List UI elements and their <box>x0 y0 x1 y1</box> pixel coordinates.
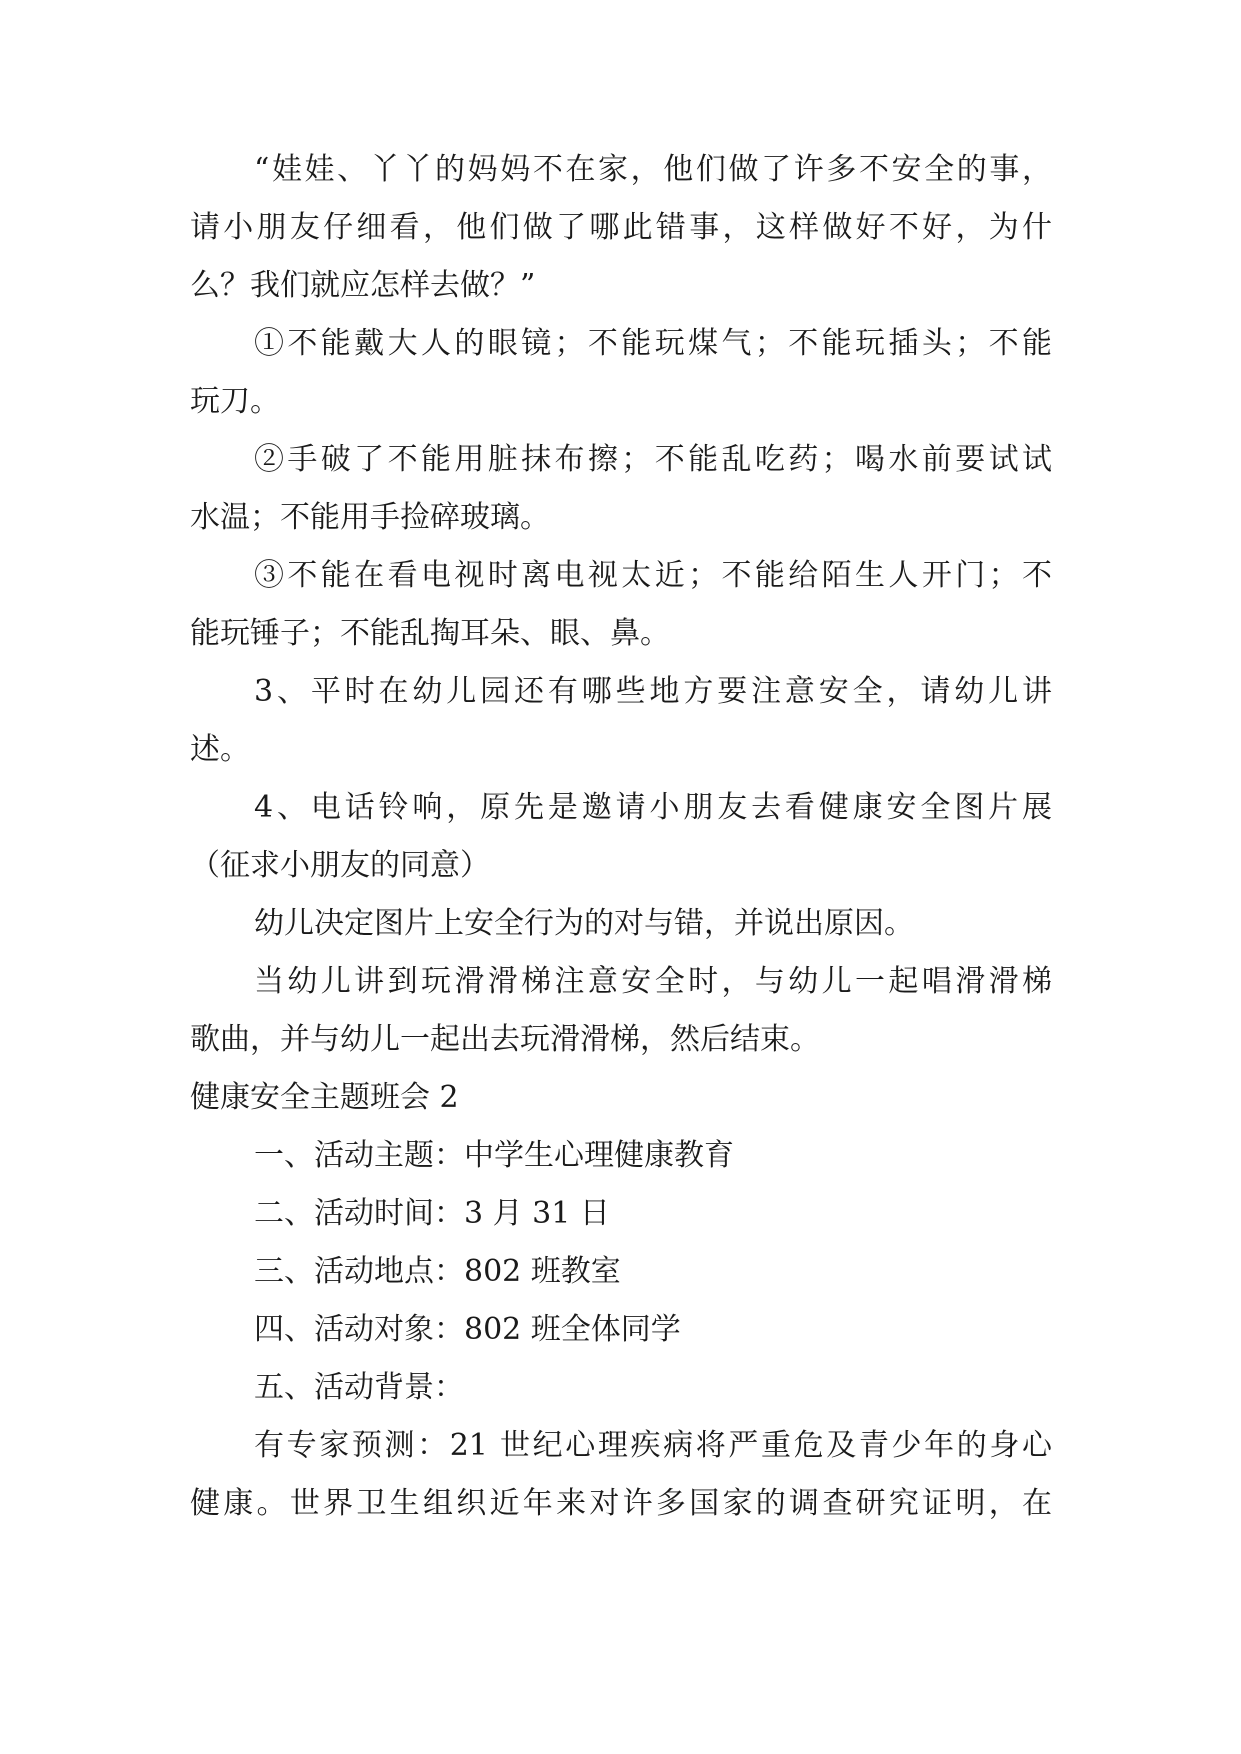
paragraph-line: 健康。世界卫生组织近年来对许多国家的调查研究证明，在 <box>190 1486 1052 1521</box>
paragraph-line: ③不能在看电视时离电视太近；不能给陌生人开门；不 <box>254 558 1052 593</box>
paragraph-line: 能玩锤子；不能乱掏耳朵、眼、鼻。 <box>190 616 670 651</box>
paragraph-line: 玩刀。 <box>190 384 280 419</box>
paragraph-line: （征求小朋友的同意） <box>190 848 490 883</box>
paragraph-line: 3、平时在幼儿园还有哪些地方要注意安全，请幼儿讲 <box>254 674 1052 709</box>
paragraph-line: 述。 <box>190 732 250 767</box>
paragraph-line: ②手破了不能用脏抹布擦；不能乱吃药；喝水前要试试 <box>254 442 1052 477</box>
list-item: 五、活动背景： <box>254 1370 464 1405</box>
paragraph-line: 有专家预测：21 世纪心理疾病将严重危及青少年的身心 <box>254 1428 1052 1463</box>
paragraph-line: 请小朋友仔细看，他们做了哪此错事，这样做好不好，为什 <box>190 210 1052 245</box>
paragraph-line: 当幼儿讲到玩滑滑梯注意安全时，与幼儿一起唱滑滑梯 <box>254 964 1052 999</box>
paragraph-line: 水温；不能用手捡碎玻璃。 <box>190 500 550 535</box>
paragraph-line: 4、电话铃响，原先是邀请小朋友去看健康安全图片展 <box>254 790 1052 825</box>
list-item: 二、活动时间：3 月 31 日 <box>254 1196 610 1231</box>
paragraph-line: 么？我们就应怎样去做？” <box>190 268 536 303</box>
paragraph-line: “娃娃、丫丫的妈妈不在家，他们做了许多不安全的事， <box>254 152 1052 187</box>
list-item: 三、活动地点：802 班教室 <box>254 1254 621 1289</box>
list-item: 一、活动主题：中学生心理健康教育 <box>254 1138 734 1173</box>
section-title: 健康安全主题班会 2 <box>190 1080 459 1115</box>
paragraph-line: ①不能戴大人的眼镜；不能玩煤气；不能玩插头；不能 <box>254 326 1052 361</box>
list-item: 四、活动对象：802 班全体同学 <box>254 1312 681 1347</box>
paragraph-line: 幼儿决定图片上安全行为的对与错，并说出原因。 <box>254 906 914 941</box>
paragraph-line: 歌曲，并与幼儿一起出去玩滑滑梯，然后结束。 <box>190 1022 820 1057</box>
